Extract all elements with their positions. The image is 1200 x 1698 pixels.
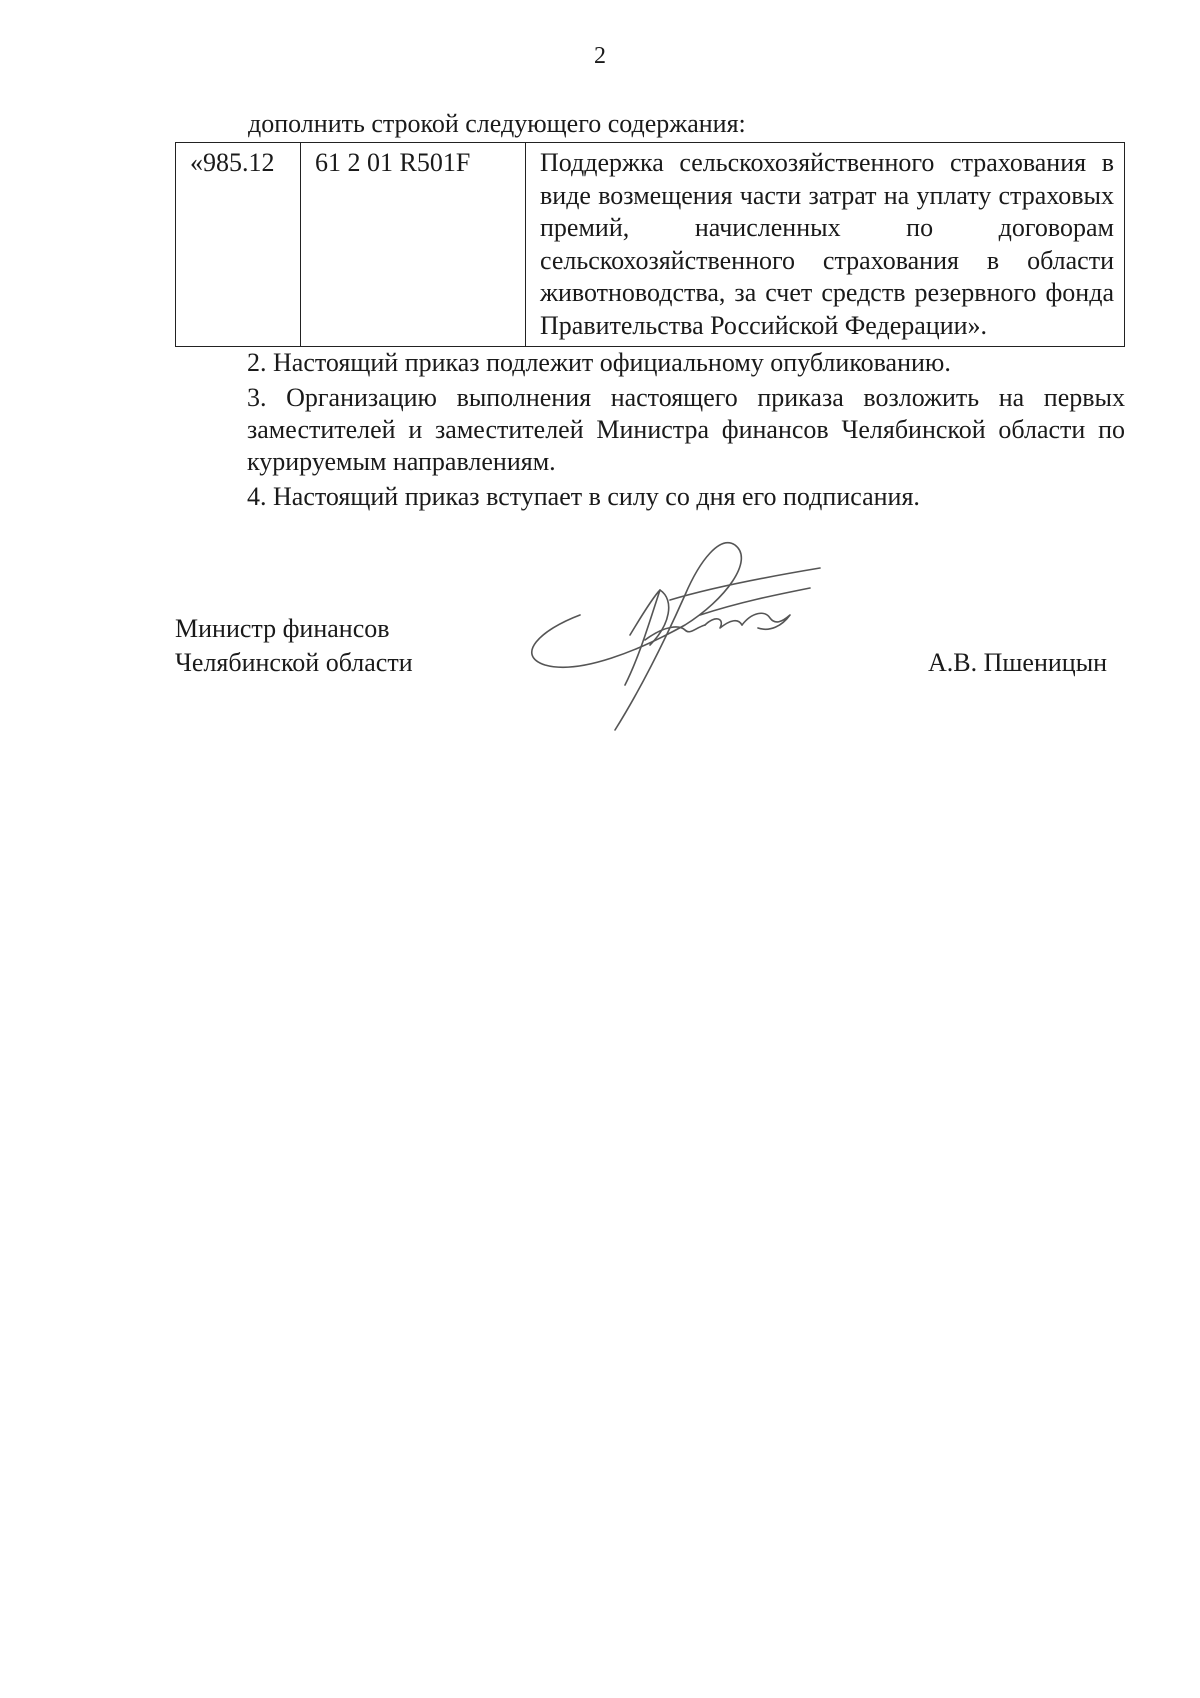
target-article-code-cell: 61 2 01 R501F xyxy=(301,143,526,347)
paragraph-4-text: 4. Настоящий приказ вступает в силу со дня его подписания. xyxy=(247,482,920,511)
handwritten-signature xyxy=(520,540,880,750)
signer-title xyxy=(175,612,413,680)
budget-code-table xyxy=(175,142,1125,347)
paragraph-3-text: 3. Организацию выполнения настоящего приказа возложить на первых заместителей и заместителей Министра финансов Челябинской области по курируемым направлениям. xyxy=(247,383,1125,476)
paragraph-4 xyxy=(175,481,1125,513)
paragraph-2 xyxy=(175,347,1125,379)
description-cell: Поддержка сельскохозяйственного страхования в виде возмещения части затрат на уплату страховых премий, начисленных по договорам сельскохозяйственного страхования в области животноводства, за счет средств резервного фонда Правительства Российской Федерации». xyxy=(526,143,1125,347)
paragraph-3 xyxy=(175,382,1125,478)
page-number: 2 xyxy=(594,43,606,69)
paragraph-2-text: 2. Настоящий приказ подлежит официальному опубликованию. xyxy=(247,348,951,377)
signer-title-line-1: Министр финансов xyxy=(175,614,390,643)
budget-code-cell: «985.12 xyxy=(176,143,301,347)
table-row xyxy=(176,143,1125,347)
intro-text: дополнить строкой следующего содержания: xyxy=(248,109,746,138)
signer-name: А.В. Пшеницын xyxy=(928,648,1108,677)
signer-title-line-2: Челябинской области xyxy=(175,648,413,677)
